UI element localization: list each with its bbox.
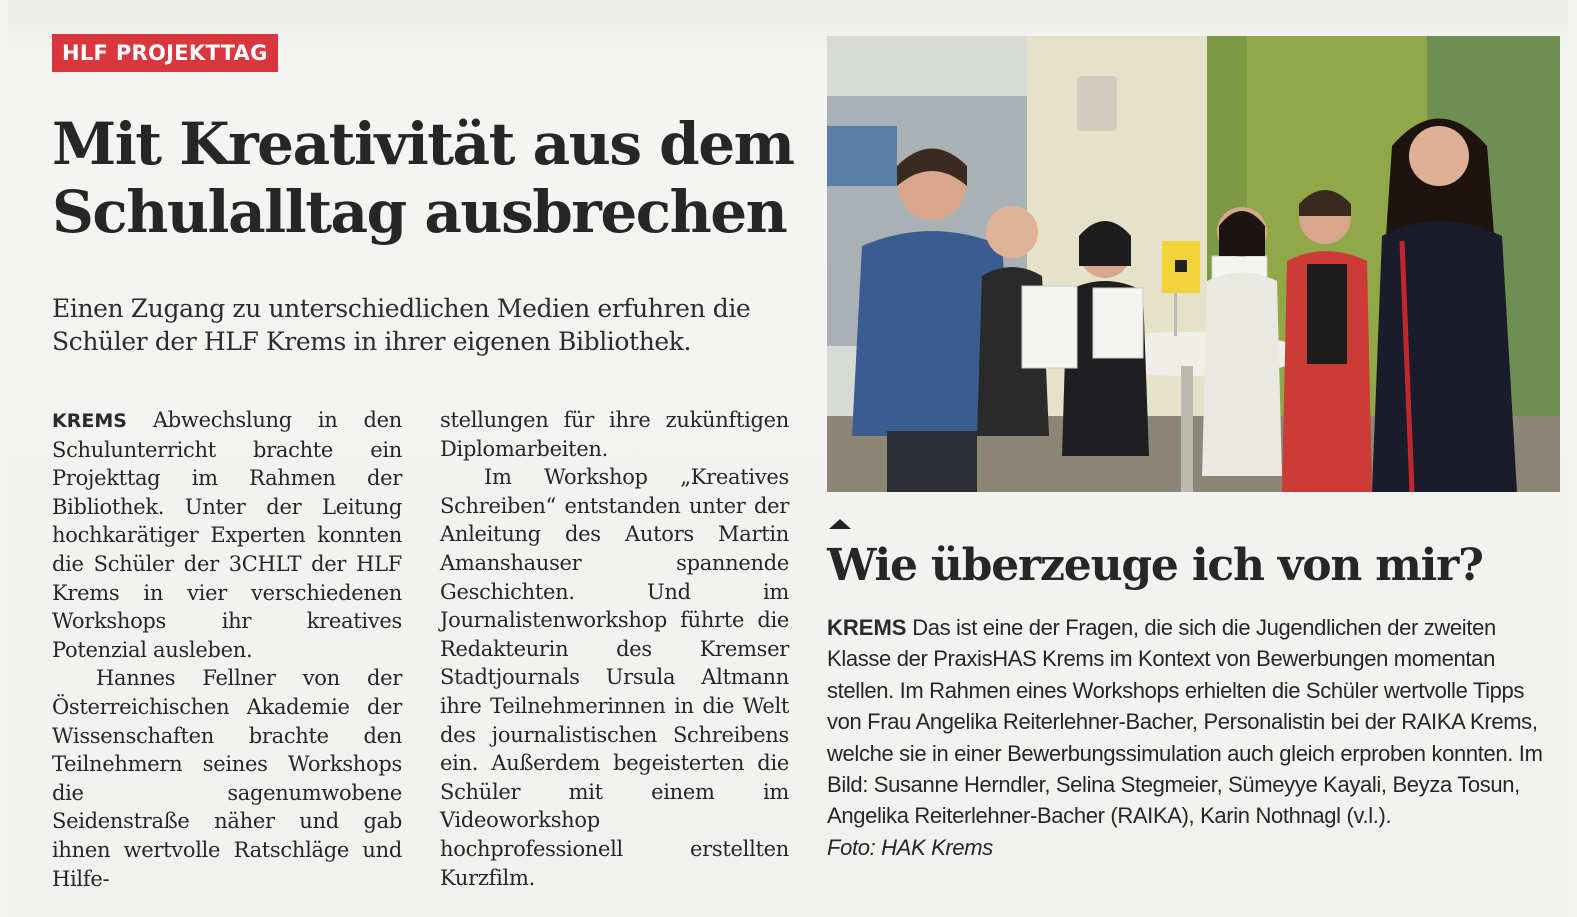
column-1-paragraph-1	[52, 406, 402, 664]
paragraph-text: Abwechslung in den Schulunterricht brachte ein Projekttag im Rahmen der Bibliothek. Unter der Leitung hochkarätiger Experten konnten die Schüler der 3CHLT der HLF Krems in vier verschiedenen Workshops ihr kreatives Potenzial ausleben.	[52, 408, 402, 662]
article-column-2	[440, 406, 789, 892]
group-photo	[827, 36, 1560, 492]
sidebar-text: Das ist eine der Fragen, die sich die Jugendlichen der zweiten Klasse der PraxisHAS Krems im Kontext von Bewerbungen momentan stellen. Im Rahmen eines Workshops erhielten die Schüler wertvolle Tipps von Frau Angelika Reiterlehner-Bacher, Personalistin bei der RAIKA Krems, welche sie in einer Bewerbungssimulation auch gleich erproben konnten. Im Bild: Susanne Herndler, Selina Stegmeier, Sümeyye Kayali, Beyza Tosun, Angelika Reiterlehner-Bacher (RAIKA), Karin Nothnagl (v.l.).	[827, 615, 1543, 829]
column-1-paragraph-2: Hannes Fellner von der Österreichischen Akademie der Wissenschaften brachte den Teilnehmern seines Workshops die sagenumwobene Seidenstraße näher und gab ihnen wertvolle Ratschläge und Hilfe-	[52, 666, 402, 891]
photo-credit: Foto: HAK Krems	[827, 834, 993, 860]
section-kicker: HLF PROJEKTTAG	[52, 34, 278, 72]
column-2-paragraph-2: Im Workshop „Kreatives Schreiben“ entstanden unter der Anleitung des Autors Martin Amanshauser spannende Geschichten. Und im Journalistenworkshop führte die Redakteurin des Kremser Stadtjournals Ursula Altmann ihre Teilnehmerinnen in die Welt des journalistischen Schreibens ein. Außerdem begeisterten die Schüler mit einem im Videoworkshop hochprofessionell erstellten Kurzfilm.	[440, 465, 789, 890]
sidebar-dateline: KREMS	[827, 615, 907, 640]
sidebar-headline: Wie überzeuge ich von mir?	[827, 540, 1483, 591]
article-subhead: Einen Zugang zu unterschiedlichen Medien erfuhren die Schüler der HLF Krems in ihrer eigenen Bibliothek.	[52, 294, 751, 356]
dateline: KREMS	[52, 410, 127, 432]
sidebar-caption	[827, 612, 1562, 863]
group-photo-illustration	[827, 36, 1560, 492]
column-2-paragraph-1: stellungen für ihre zukünftigen Diplomarbeiten.	[440, 408, 789, 461]
article-headline: Mit Kreativität aus dem Schulalltag ausbrechen	[52, 110, 794, 246]
triangle-up-icon	[829, 519, 851, 529]
article-column-1	[52, 406, 402, 893]
